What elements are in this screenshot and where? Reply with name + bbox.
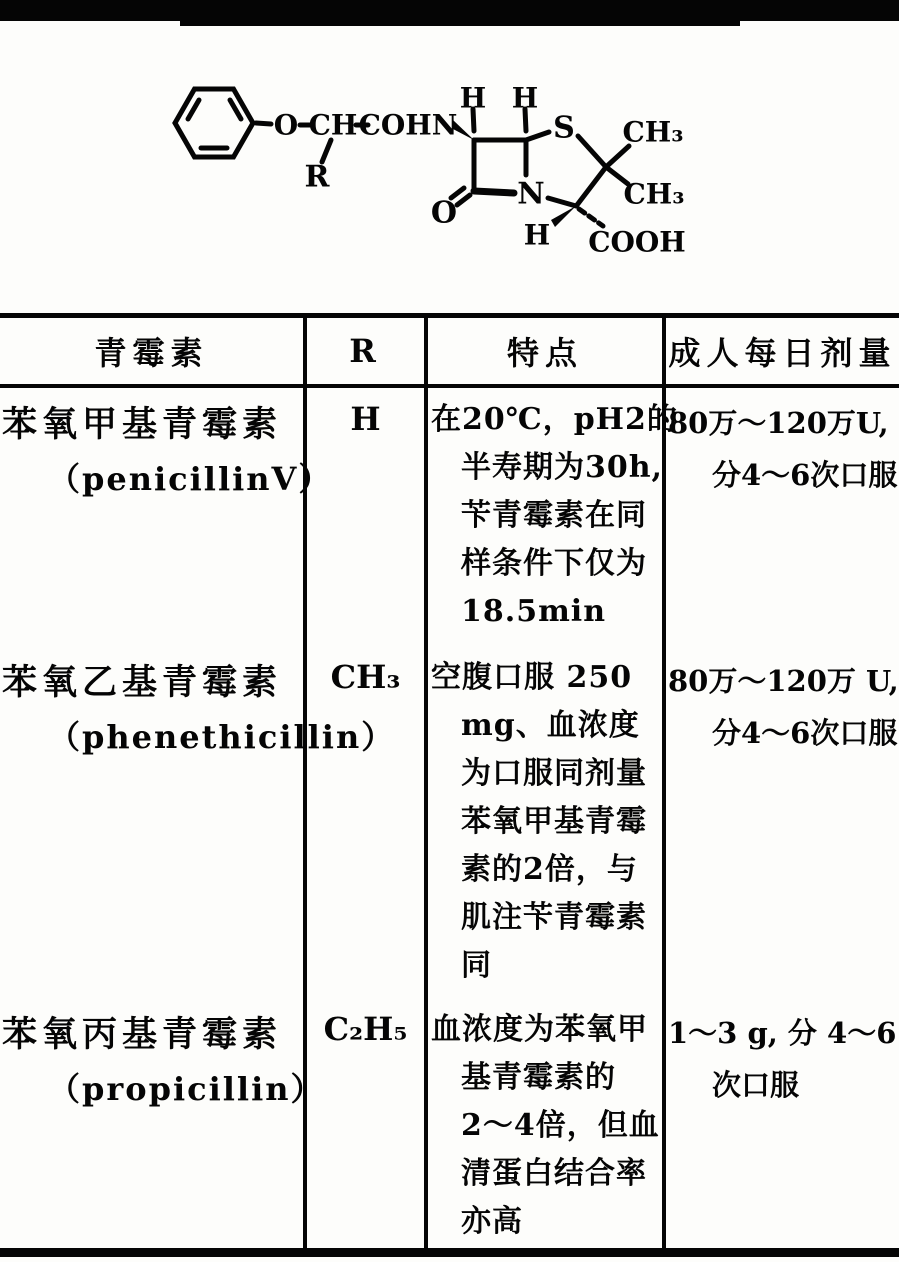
r-group-cell <box>303 646 424 998</box>
feature-line: 样条件下仅为 <box>461 546 647 581</box>
dosage-line: 80万～120万 U, <box>668 664 899 698</box>
r-group-value: H <box>350 400 381 438</box>
features-cell <box>424 388 678 646</box>
feature-line: 2～4倍，但血 <box>461 1108 660 1143</box>
dosage-cell <box>662 388 899 646</box>
penicillin-derivatives-table <box>0 313 899 1257</box>
nitrogen-label: N <box>517 176 545 212</box>
dosage-line: 80万～120万U, <box>668 406 889 440</box>
drug-name-cell <box>0 388 333 646</box>
r-group-value: C₂H₅ <box>323 1010 408 1048</box>
feature-line: 在20℃，pH2的 <box>431 402 678 437</box>
feature-line: 基青霉素的 <box>461 1060 616 1095</box>
ether-oxygen-label: O <box>273 108 299 142</box>
feature-line: 空腹口服 250 <box>431 660 633 695</box>
drug-name-cn: 苯氧甲基青霉素 <box>2 404 283 445</box>
header-features: 特点 <box>424 318 662 384</box>
cooh-label: COOH <box>588 225 686 259</box>
r-group-label: R <box>304 159 330 195</box>
sulfur-label: S <box>553 110 575 146</box>
dosage-cell <box>662 646 899 998</box>
r-group-cell <box>303 998 424 1248</box>
table-row-propicillin <box>0 998 899 1248</box>
dosage-line: 次口服 <box>712 1068 800 1102</box>
table-header-row <box>0 318 899 388</box>
methyl-upper-label: CH₃ <box>622 115 684 149</box>
feature-line: 18.5min <box>461 594 607 629</box>
carbonyl-oxygen-label: O <box>430 195 458 231</box>
feature-line: 血浓度为苯氧甲 <box>431 1012 648 1047</box>
feature-line: 同 <box>461 948 492 983</box>
feature-line: 清蛋白结合率 <box>461 1156 647 1191</box>
table-row-phenethicillin <box>0 646 899 998</box>
drug-name-en: （propicillin） <box>48 1070 325 1108</box>
dosage-line: 分4～6次口服 <box>712 458 898 492</box>
features-cell <box>424 646 662 998</box>
r-group-cell <box>303 388 424 646</box>
header-dosage: 成人每日剂量 <box>662 318 899 384</box>
feature-line: 半寿期为30h, <box>461 450 664 485</box>
drug-name-cell <box>0 998 325 1248</box>
feature-line: 素的2倍，与 <box>461 852 638 887</box>
features-cell <box>424 998 662 1248</box>
drug-name-en: （phenethicillin） <box>48 718 396 756</box>
dosage-line: 分4～6次口服 <box>712 716 898 750</box>
r-group-value: CH₃ <box>330 658 401 696</box>
h-c6-label: H <box>459 81 487 115</box>
amide-label: COHN <box>358 108 458 142</box>
feature-line: 苄青霉素在同 <box>461 498 647 533</box>
drug-name-cn: 苯氧乙基青霉素 <box>2 662 283 703</box>
dosage-line: 1～3 g, 分 4～6 <box>668 1016 897 1050</box>
feature-line: 苯氧甲基青霉 <box>461 804 647 839</box>
scan-top-edge-artifact <box>0 0 899 21</box>
feature-line: mg、血浓度 <box>461 708 640 743</box>
dosage-cell <box>662 998 899 1248</box>
header-r-group: R <box>303 318 424 384</box>
feature-line: 为口服同剂量 <box>461 756 647 791</box>
wedge-bond-h2 <box>551 206 576 227</box>
table-row-penicillin-v <box>0 388 899 646</box>
h-c2-label: H <box>523 218 551 252</box>
methyl-lower-label: CH₃ <box>623 177 685 211</box>
ch-label: CH <box>308 108 358 142</box>
h-c5-label: H <box>511 81 539 115</box>
feature-line: 肌注苄青霉素 <box>461 900 647 935</box>
header-penicillin: 青霉素 <box>94 334 209 372</box>
feature-line: 亦高 <box>461 1204 523 1239</box>
drug-name-cn: 苯氧丙基青霉素 <box>2 1014 283 1055</box>
chemical-structure-diagram <box>140 63 700 295</box>
drug-name-en: （penicillinV） <box>48 460 333 498</box>
